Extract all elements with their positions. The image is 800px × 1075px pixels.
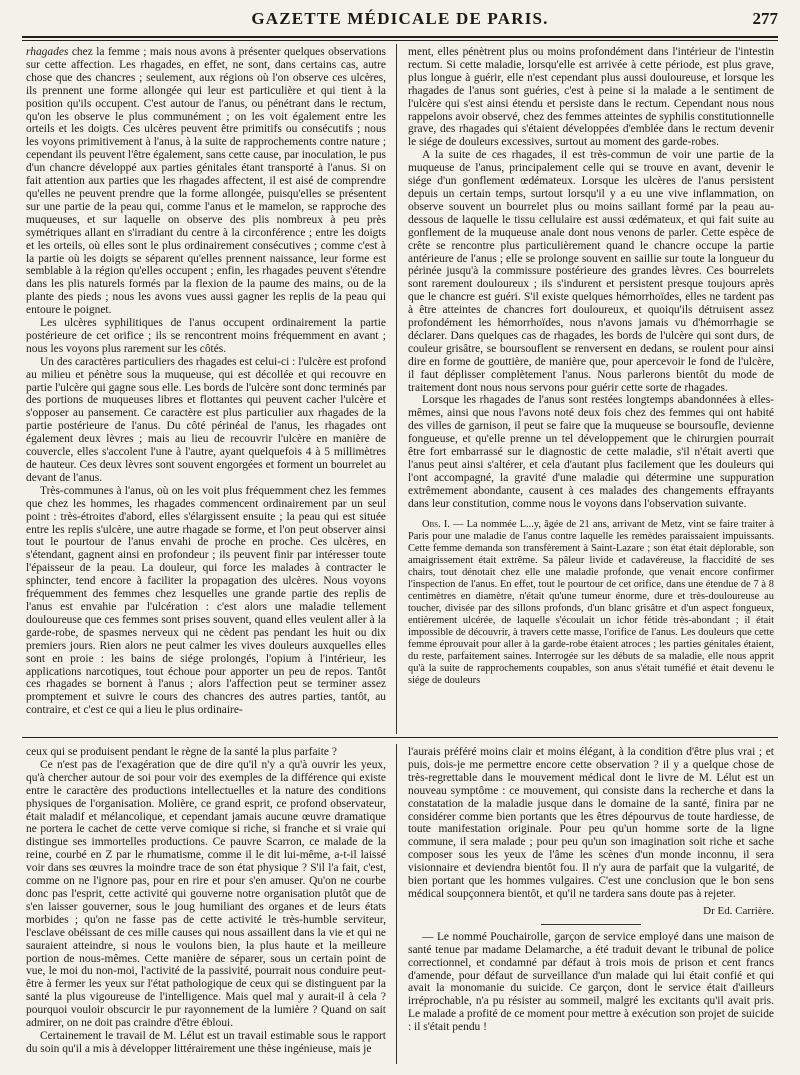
paragraph: l'aurais préféré moins clair et moins élégant, à la condition d'être plus vrai ; et puis, dois-je me permettre encore cette observation ? il y a quelque chose de très-regrettable dans le mouvement médical dont le livre de M. Lélut est un nouveau symptôme : ce mouvement, qui consiste dans la recherche et dans la constatation de la maladie jusque dans le domaine de la santé, finira par ne considérer comme bien portants que les êtres dépourvus de toute hardiesse, de toute manifestation originale. Pour peu qu'un homme sorte de la ligne commune, il sera malade ; pour peu qu'un son imagination soit riche et sache composer sous les yeux de l'âme les scènes d'un monde inconnu, il sera visionnaire et deviendra bientôt fou. Il n'y aura de parfait que la vulgarité, de bien portant que les hommes vulgaires. C'est une conclusion que le bon sens médical soupçonnera bientôt, et qu'il ne tardera sans doute pas à rejeter. xyxy=(408,746,774,900)
paragraph: A la suite de ces rhagades, il est très-commun de voir une partie de la muqueuse de l'anus, principalement celle qui se trouve en avant, devenir le siége d'un gonflement œdémateux. Lorsque les ulcères de l'anus persistent depuis un certain temps, surtout lorsqu'il y a eu une vive inflammation, on observe souvent un bourrelet plus ou moins saillant formé par la peau au-dessous de laquelle le tissu cellulaire est aussi œdémateux, et qui fait suite au gonflement de la muqueuse anale dont nous venons de parler. Cette espèce de crête se rencontre plus particulièrement quand le chancre occupe la partie antérieure de l'anus ; elle se prolonge souvent en saillie sur toute la longueur du périnée jusqu'à la commissure postérieure des grandes lèvres. Ces bourrelets sont rarement douloureux ; ils s'indurent et persistent presque toujours après que le chancre est guéri. S'il existe quelques hémorrhoïdes, elles ne tardent pas à être atteintes de chancres fort douloureux, et quoiqu'ils détruisent assez profondément les hémorrhoïdes, nous n'avons jamais vu d'hémorrhagie se déclarer. Dans quelques cas de rhagades, les bords de l'ulcère qui sont durs, de couleur grisâtre, se boursouflent se renversent en dedans, se roulent pour ainsi dire en forme de gouttière, de manière que, pour apercevoir le fond de l'ulcère, il faut déplisser complètement l'anus. Nous parlerons bientôt du mode de traitement dont nous nous servons pour guérir cette sorte de rhagades. xyxy=(408,149,774,394)
news-separator xyxy=(541,924,641,925)
article-column-top-right xyxy=(408,46,774,732)
news-item: — Le nommé Pouchairolle, garçon de service employé dans une maison de santé tenue par madame Delamarche, a été traduit devant le tribunal de police correctionnel, et condamné par défaut à trois mois de prison et cent francs d'amende, pour défaut de surveillance d'un malade qui lui était confié et qui avait la monomanie du suicide. Ce garçon, dont le service était d'ailleurs irréprochable, n'a pu résister au sommeil, malgré les excitants qu'il avait pris. Le malade a profité de ce moment pour mettre à exécution son projet de suicide : il s'était pendu ! xyxy=(408,930,774,1034)
column-divider-top xyxy=(396,44,397,734)
feuilleton-column-right xyxy=(408,746,774,1062)
feuilleton-column-left xyxy=(26,746,386,1062)
paragraph: Les ulcères syphilitiques de l'anus occupent ordinairement la partie postérieure de cet orifice ; ils se rencontrent moins fréquemment en avant ; nous les voyons plus rarement sur les côtés. xyxy=(26,317,386,355)
observation-text: — La nommée L...y, âgée de 21 ans, arrivant de Metz, vint se faire traiter à Paris pour une maladie de l'anus contre laquelle les remèdes paraissaient impuissants. Cette femme demanda son transfèrement à Saint-Lazare ; son état était déplorable, son amaigrissement était extrême. Sa pâleur livide et cadavéreuse, la flaccidité de ses chairs, tout dénotait chez elle une maladie profonde, que venait encore confirmer l'inspection de l'anus. En effet, tout le pourtour de cet orifice, dans une étendue de 7 à 8 centimètres en diamètre, n'était qu'une tumeur énorme, dure et très-douloureuse au toucher, divisée par des sillons profonds, d'un blanc grisâtre et d'un aspect fongueux, entièrement ulcérée, de laquelle s'écoulait un ichor fétide très-abondant ; il était impossible de découvrir, à travers cette masse, l'orifice de l'anus. Les douleurs que cette femme éprouvait pour aller à la garde-robe étaient atroces ; les parties génitales étaient, du reste, parfaitement saines. Interrogée sur les débuts de sa maladie, elle nous apprit qu'à la suite de rapprochements coupables, son anus s'était tuméfié et était devenu le siége de douleurs xyxy=(408,518,774,686)
article-column-top-left xyxy=(26,46,386,732)
lead-word: rhagades xyxy=(26,46,69,58)
paragraph: Ce n'est pas de l'exagération que de dire qu'il n'y a qu'à ouvrir les yeux, qu'à chercher autour de soi pour voir des exemples de la différence qui existe entre le caractère des productions intellectuelles et la nature des conditions physiques de l'organisation. Molière, ce grand esprit, ce profond observateur, était maladif et mélancolique, et cependant jamais aucune œuvre dramatique ne portera le cachet de cette verve comique si riche, si franche et si vraie qui distingue ses immortelles productions. Ce pauvre Scarron, ce malade de la reine, courbé en Z par le rhumatisme, comme il le dit lui-même, a-t-il laissé voir dans ses œuvres la moindre trace de son état physique ? S'il l'a fait, c'est, comme on ne l'ignore pas, pour en rire et pour s'en amuser. Qu'on ne courbe donc pas l'esprit, cette activité qui gouverne notre organisation plutôt que de s'en laisser gouverner, sous le joug humiliant des organes et de leurs états morbides ; qu'on ne fasse pas de cette activité le très-humble serviteur, l'esclave obéissant de ces mille causes qui nous assaillent dans la vie et qui ne sauraient atteindre, si nous le voulons bien, la plus haute et la meilleure portion de nous-mêmes. Cette manière de séparer, sous un certain point de vue, le moi du non-moi, l'activité de la passivité, pourrait nous conduire peut-être à fermer les yeux sur l'état pathologique de ceux qui se distinguent par la santé la plus vigoureuse de l'intelligence. Mais quel mal y aurait-il à cela ? pourquoi vouloir obscurcir le pur rayonnement de la lumière ? Quand on sait admirer, on ne doit pas craindre d'être ébloui. xyxy=(26,758,386,1030)
paragraph xyxy=(26,46,386,317)
paragraph: Un des caractères particuliers des rhagades est celui-ci : l'ulcère est profond au milieu et pénètre sous la muqueuse, qui est décollée et qui recouvre en partie l'ulcère qui gagne sous elle. Les bords de l'ulcère sont donc terminés par des portions de muqueuses libres et flottantes qui peuvent cacher l'ulcère et s'opposer au pansement. Ce caractère est plus particulier aux rhagades de la partie postérieure de l'anus. Du côté périnéal de l'anus, les rhagades ont également deux lèvres ; mais au lieu de recouvrir l'ulcère en manière de couvercle, elles s'accolent l'une à l'autre, ayant quelquefois 4 à 5 millimètres de hauteur. Ces deux lèvres sont souvent engorgées et forment un bourrelet au devant de l'anus. xyxy=(26,355,386,484)
observation-paragraph xyxy=(408,519,774,687)
author-signature: Dr Ed. Carrière. xyxy=(703,904,774,917)
paragraph-text: chez la femme ; mais nous avons à présenter quelques observations sur cette affection. Les rhagades, en effet, ne sont, dans certains cas, autre chose que des chancres ; seulement, aux régions où l'on observe ces ulcères, ils prennent une forme allongée qui leur est particulière et qui tient à la position qu'ils occupent. C'est autour de l'anus, ou pénétrant dans le rectum, qu'on les observe le plus communément ; on les voit également entre les orteils et les doigts. Ces ulcères peuvent être primitifs ou consécutifs ; nous les voyons primitivement à l'anus, à la suite de rapprochements contre nature ; cependant ils peuvent l'être également, sans cette cause, par inoculation, le pus d'un chancre développé aux parties génitales étant transporté à l'anus. Si on fait attention aux parties que les rhagades affectent, il est aisé de comprendre qu'elles ne peuvent prendre que la forme allongée, puisqu'elles se présentent sur une partie de la peau qui, comme l'anus et le mamelon, se rapproche des muqueuses, et sur laquelle on observe des plis nombreux à peu près symétriques allant en s'irradiant du centre à la circonférence ; entre les doigts et les orteils, où elles sont le plus ordinairement consécutives ; comme c'est à la partie où les doigts se séparent qu'elles prennent naissance, leur forme est semblable à la région qu'elles occupent ; enfin, les rhagades peuvent s'étendre dans les plis naturels formés par la flexion de la paume des mains, ou de la plante des pieds ; nous les avons vues aussi gagner les replis de la peau qui entoure le poignet. xyxy=(26,46,386,317)
paragraph: ceux qui se produisent pendant le règne de la santé la plus parfaite ? xyxy=(26,746,337,758)
paragraph: Lorsque les rhagades de l'anus sont restées longtemps abandonnées à elles-mêmes, ainsi que nous l'avons noté deux fois chez des femmes qui ont habité des villes de garnison, il peut se faire que la muqueuse se boursoufle, devienne fongueuse, et qu'elle prenne un tel développement que le chirurgien pourrait être fort embarrassé sur le diagnostic de cette maladie, s'il n'était averti que l'anus peut ainsi s'altérer, et cela d'autant plus facilement que les douleurs qui l'ont accompagné, la gravité d'une maladie qui détermine une suppuration extrêmement abondante, causent à ces malades des changements effrayants dans leur constitution, comme nous le voyons dans l'observation suivante. xyxy=(408,394,774,510)
paragraph: ment, elles pénètrent plus ou moins profondément dans l'intérieur de l'intestin rectum. Si cette maladie, lorsqu'elle est arrivée à cette période, est plus grave, plus longue à guérir, elle n'est cependant plus aussi douloureuse, et lorsque les rhagades de l'anus sont guéries, c'est à peine si la malade a le sentiment de l'ulcère qui s'est ainsi étendu et persiste dans le rectum. Cependant nous nous rappelons avoir observé, chez des femmes atteintes de syphilis constitutionnelle grave, des rhagades qui s'étaient développées d'emblée dans le rectum devenir le siége de douleurs excessives, surtout au moment des garde-robes. xyxy=(408,46,774,149)
journal-title: GAZETTE MÉDICALE DE PARIS. xyxy=(251,9,549,28)
section-divider xyxy=(22,737,778,738)
page-header xyxy=(22,4,778,34)
header-rule xyxy=(22,36,778,41)
paragraph: Certainement le travail de M. Lélut est un travail estimable sous le rapport du soin qu'il a mis à développer littérairement une thèse ingénieuse, mais je xyxy=(26,1029,386,1055)
observation-label: Obs. I. xyxy=(422,518,450,530)
paragraph: Très-communes à l'anus, où on les voit plus fréquemment chez les femmes que chez les hommes, les rhagades commencent ordinairement par un seul point : très-étroites d'abord, elles s'élargissent ensuite ; la peau qui est située entre les replis s'ulcère, une autre rhagade se forme, et l'on peut observer ainsi tout le pourtour de l'anus envahi de proche en proche. Ces ulcères, en s'étendant, gagnent ainsi en profondeur ; ils peuvent finir par intéresser toute l'épaisseur de la peau. La douleur, qui force les malades à contracter le sphincter, tend encore à faciliter la propagation des ulcères. Nous voyons fréquemment des femmes chez lesquelles une grande partie des replis de l'anus est envahie par l'ulcération : c'est alors une maladie tellement douloureuse que ces femmes sont prises souvent, quand elles veulent aller à la garde-robe, de spasmes nerveux qui ne cèdent pas pendant les huit ou dix premiers jours. Rien alors ne peut calmer les vives douleurs auxquelles elles sont en proie : les bains de siége prolongés, l'opium à l'intérieur, les applications narcotiques, tout échoue pour apporter un peu de repos. Tantôt ces rhagades se bornent à l'anus ; alors l'affection peut se terminer assez promptement et suivre le cours des chancres des autres parties, tantôt, au contraire, et c'est ce qui a lieu le plus ordinaire- xyxy=(26,484,386,717)
page-number: 277 xyxy=(752,9,778,28)
column-divider-bottom xyxy=(396,744,397,1064)
